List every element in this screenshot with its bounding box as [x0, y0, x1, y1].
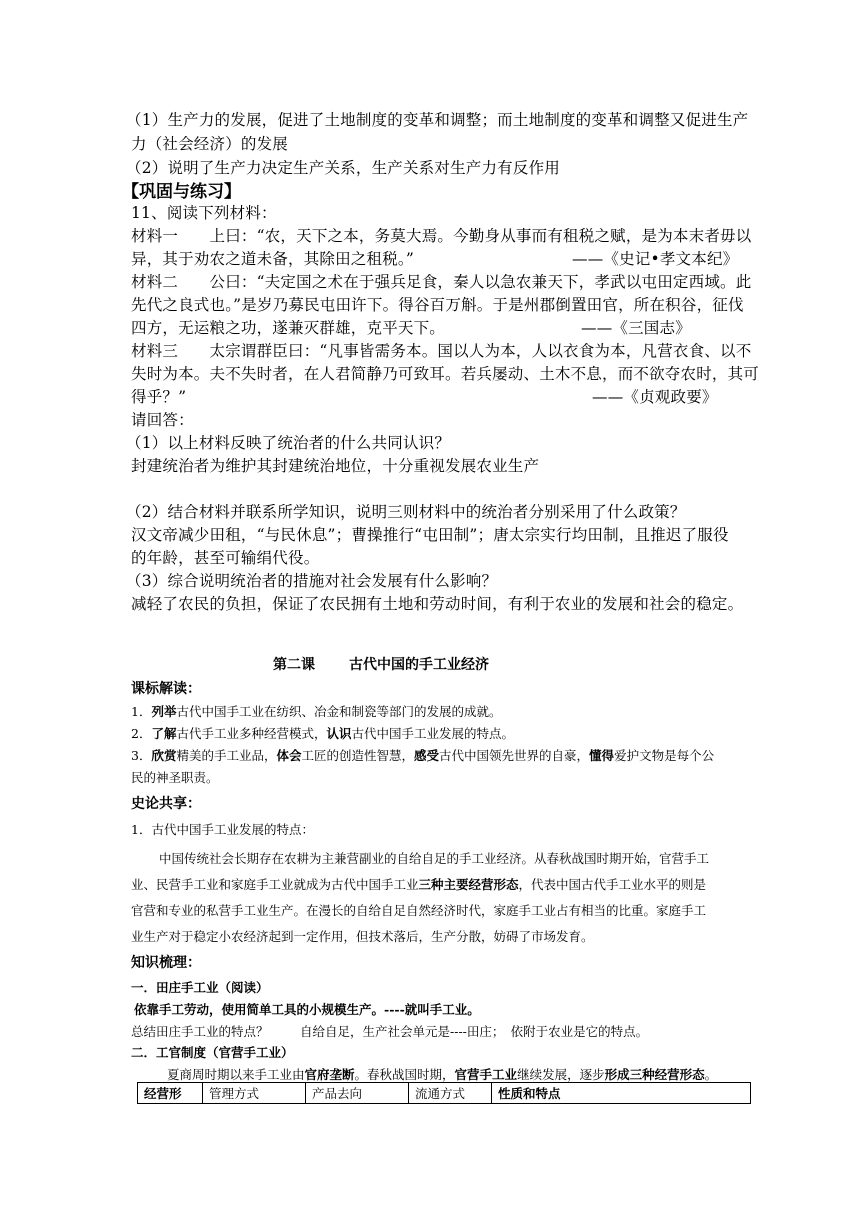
standards-heading: 课标解读： — [131, 681, 201, 697]
material-2-line-3: 四方，无运粮之功，遂兼灭群雄，克平天下。 — [131, 319, 446, 337]
conclusion-1-line-1: （1）生产力的发展，促进了土地制度的变革和调整；而土地制度的变革和调整又促进生产 — [126, 111, 749, 129]
table-header-cell: 经营形 — [138, 1083, 203, 1104]
standard-3-keyword-1: 欣赏 — [151, 748, 177, 763]
history-para-line-2-bold: 三种主要经营形态 — [418, 877, 519, 892]
lesson-number: 第二课 — [273, 657, 315, 673]
standard-3-keyword-2: 体会 — [276, 748, 302, 763]
history-para-line-2-a: 业、民营手工业和家庭手工业就成为古代中国手工业 — [131, 877, 419, 892]
handicraft-definition: 依靠手工劳动，使用简单工具的小规模生产。----就叫手工业。 — [134, 1002, 480, 1017]
question-a1: （1）以上材料反映了统治者的什么共同认识？ — [126, 434, 451, 452]
official-craft-intro — [167, 1065, 717, 1083]
material-1-line-2: 异，其于劝农之道未备，其除田之租税。” — [131, 250, 414, 268]
table-header-cell: 性质和特点 — [492, 1083, 751, 1104]
question-a3: （3）综合说明统治者的措施对社会发展有什么影响？ — [126, 572, 498, 590]
standard-1: 1．列举古代中国手工业在纺织、冶金和制瓷等部门的发展的成就。 — [131, 704, 502, 719]
estate-summary-answer: 自给自足，生产社会单元是----田庄； 依附于农业是它的特点。 — [300, 1024, 649, 1039]
conclusion-1-line-2: 力（社会经济）的发展 — [131, 135, 289, 153]
standard-1-keyword: 列举 — [151, 704, 177, 719]
intro-text-4: 。 — [704, 1067, 718, 1082]
intro-text-2: 。春秋战国时期， — [354, 1067, 455, 1082]
conclusion-2: （2）说明了生产力决定生产关系，生产关系对生产力有反作用 — [126, 159, 560, 177]
material-1-source: ——《史记•孝文本纪》 — [572, 250, 739, 268]
history-para-line-3: 官营和专业的私营手工业生产。在漫长的自给自足自然经济时代，家庭手工业占有相当的比重。家庭手工 — [131, 903, 707, 918]
standard-2-text-1: 古代手工业多种经营模式， — [176, 726, 327, 741]
lesson-title: 古代中国的手工业经济 — [349, 657, 489, 673]
history-heading: 史论共享： — [131, 796, 201, 812]
standard-2-keyword-2: 认识 — [326, 726, 352, 741]
standard-3-text-3: 古代中国领先世界的自豪， — [439, 748, 590, 763]
answer-a2-line-1: 汉文帝减少田租，“与民休息”；曹操推行“屯田制”；唐太宗实行均田制，且推迟了服役 — [131, 526, 729, 544]
table-header-cell: 管理方式 — [203, 1083, 306, 1104]
material-2-source: ——《三国志》 — [581, 319, 691, 337]
standard-3-keyword-3: 感受 — [414, 748, 440, 763]
table-header-row — [138, 1083, 751, 1104]
standard-3-keyword-4: 懂得 — [589, 748, 615, 763]
history-para-line-4: 业生产对于稳定小农经济起到一定作用，但技术落后，生产分散，妨碍了市场发育。 — [131, 929, 594, 944]
history-para-line-2 — [131, 875, 706, 893]
intro-bold-2: 官营手工业 — [454, 1067, 518, 1082]
management-table — [137, 1082, 751, 1104]
standard-3-text-4: 爱护文物是每个公 — [614, 748, 715, 763]
history-para-line-1: 中国传统社会长期存在农耕为主兼营副业的自给自足的手工业经济。从春秋战国时期开始，官营手工 — [159, 851, 710, 866]
answer-a1: 封建统治者为维护其封建统治地位，十分重视发展农业生产 — [131, 457, 540, 475]
standard-3-text-2: 工匠的创造性智慧， — [301, 748, 415, 763]
estate-summary-question: 总结田庄手工业的特点？ — [131, 1024, 269, 1039]
section-1-heading: 一．田庄手工业（阅读） — [131, 980, 269, 995]
knowledge-heading: 知识梳理： — [131, 955, 201, 971]
history-point-1: 1．古代中国手工业发展的特点： — [131, 822, 314, 837]
please-answer: 请回答： — [131, 411, 194, 429]
standard-3-text-1: 精美的手工业品， — [176, 748, 277, 763]
material-3-line-1: 材料三 太宗谓群臣曰：“凡事皆需务本。国以人为本，人以衣食为本，凡营衣食、以不 — [131, 342, 752, 360]
history-para-line-2-c: ，代表中国古代手工业水平的则是 — [518, 877, 707, 892]
intro-bold-1: 官府垄断 — [304, 1067, 355, 1082]
standard-3: 3．欣赏精美的手工业品，体会工匠的创造性智慧，感受古代中国领先世界的自豪，懂得爱护文物是每个公 — [131, 748, 715, 763]
material-2-line-1: 材料二 公曰：“夫定国之术在于强兵足食，秦人以急农兼天下，孝武以屯田定西域。此 — [131, 273, 752, 291]
standard-2: 2．了解古代手工业多种经营模式，认识古代中国手工业发展的特点。 — [131, 726, 515, 741]
standard-1-text: 古代中国手工业在纺织、冶金和制瓷等部门的发展的成就。 — [176, 704, 502, 719]
material-1-line-1: 材料一 上曰：“农，天下之本，务莫大焉。今勤身从事而有租税之赋，是为本末者毋以 — [131, 227, 752, 245]
question-a2: （2）结合材料并联系所学知识，说明三则材料中的统治者分别采用了什么政策？ — [126, 503, 686, 521]
exercise-heading: 【巩固与练习】 — [122, 182, 241, 202]
material-3-source: ——《贞观政要》 — [592, 388, 718, 406]
question-11: 11、阅读下列材料： — [131, 204, 277, 222]
material-3-line-3: 得乎？” — [131, 388, 187, 406]
standard-2-text-2: 古代中国手工业发展的特点。 — [351, 726, 515, 741]
table-header-cell: 产品去向 — [306, 1083, 409, 1104]
intro-bold-3: 形成三种经营形态 — [604, 1067, 705, 1082]
table-header-cell: 流通方式 — [409, 1083, 492, 1104]
material-3-line-2: 失时为本。夫不失时者，在人君简静乃可致耳。若兵屡动、土木不息，而不欲夺农时，其可 — [131, 365, 760, 383]
standard-2-keyword-1: 了解 — [151, 726, 177, 741]
standard-3-line-2: 民的神圣职责。 — [131, 770, 219, 785]
intro-text-3: 继续发展，逐步 — [517, 1067, 605, 1082]
answer-a2-line-2: 的年龄，甚至可输绢代役。 — [131, 549, 320, 567]
answer-a3: 减轻了农民的负担，保证了农民拥有土地和劳动时间，有利于农业的发展和社会的稳定。 — [131, 595, 744, 613]
material-2-line-2: 先代之良式也。”是岁乃募民屯田许下。得谷百万斛。于是州郡倒置田官，所在积谷，征伐 — [131, 296, 744, 314]
intro-text-1: 夏商周时期以来手工业由 — [167, 1067, 305, 1082]
section-2-heading: 二．工官制度（官营手工业） — [131, 1045, 294, 1060]
